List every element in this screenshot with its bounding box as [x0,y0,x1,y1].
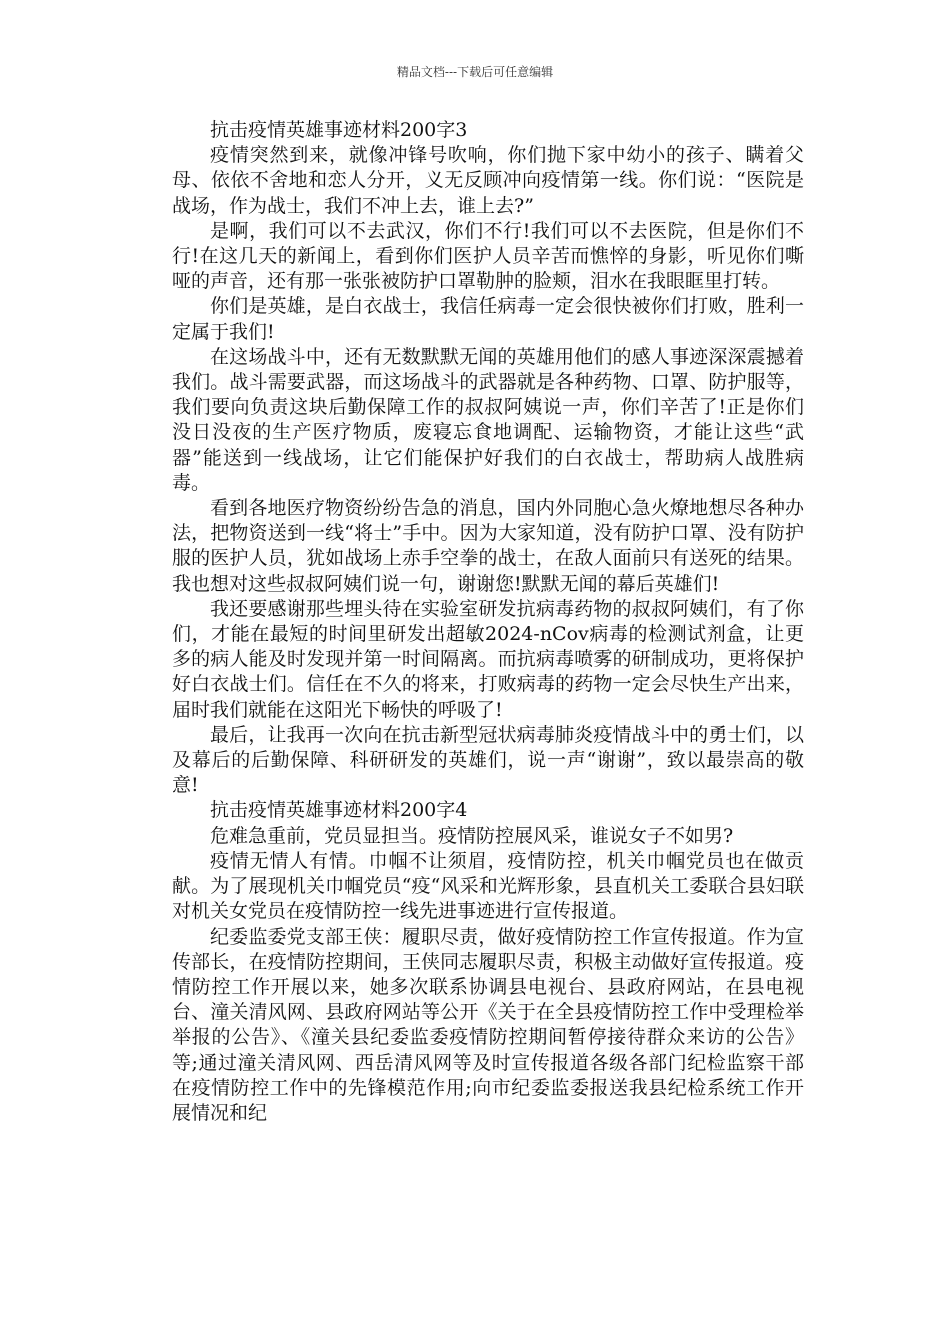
page-header: 精品文档---下载后可任意编辑 [396,65,554,79]
paragraph: 你们是英雄，是白衣战士，我信任病毒一定会很快被你们打败，胜利一定属于我们! [172,295,804,343]
paragraph: 看到各地医疗物资纷纷告急的消息，国内外同胞心急火燎地想尽各种办法，把物资送到一线“将士”手中。因为大家知道，没有防护口罩、没有防护服的医护人员，犹如战场上赤手空拳的战士，在敌人面前只有送死的结果。我也想对这些叔叔阿姨们说一句，谢谢您!默默无闻的幕后英雄们! [172,497,804,595]
paragraph: 是啊，我们可以不去武汉，你们不行!我们可以不去医院，但是你们不行!在这几天的新闻上，看到你们医护人员辛苦而憔悴的身影，听见你们嘶哑的声音，还有那一张张被防护口罩勒肿的脸颊，泪水在我眼眶里打转。 [172,219,804,293]
document-body [172,118,804,1126]
paragraph: 我还要感谢那些埋头待在实验室研发抗病毒药物的叔叔阿姨们，有了你们，才能在最短的时间里研发出超敏2024-nCov病毒的检测试剂盒，让更多的病人能及时发现并第一时间隔离。而抗病毒喷雾的研制成功，更将保护好白衣战士们。信任在不久的将来，打败病毒的药物一定会尽快生产出来，届时我们就能在这阳光下畅快的呼吸了! [172,597,804,721]
paragraph: 危难急重前，党员显担当。疫情防控展风采，谁说女子不如男? [210,824,734,847]
paragraph: 最后，让我再一次向在抗击新型冠状病毒肺炎疫情战斗中的勇士们，以及幕后的后勤保障、科研研发的英雄们，说一声“谢谢”，致以最崇高的敬意! [172,723,804,797]
paragraph: 纪委监委党支部王侠：履职尽责，做好疫情防控工作宣传报道。作为宣传部长，在疫情防控期间，王侠同志履职尽责，积极主动做好宣传报道。疫情防控工作开展以来，她多次联系协调县电视台、县政府网站，在县电视台、潼关清风网、县政府网站等公开《关于在全县疫情防控工作中受理检举举报的公告》、《潼关县纪委监委疫情防控期间暂停接待群众来访的公告》等;通过潼关清风网、西岳清风网等及时宣传报道各级各部门纪检监察干部在疫情防控工作中的先锋模范作用;向市纪委监委报送我县纪检系统工作开展情况和纪 [172,925,804,1124]
section-title-3: 抗击疫情英雄事迹材料200字3 [210,119,468,141]
paragraph: 疫情无情人有情。巾帼不让须眉，疫情防控，机关巾帼党员也在做贡献。为了展现机关巾帼党员“疫“风采和光辉形象，县直机关工委联合县妇联对机关女党员在疫情防控一线先进事迹进行宣传报道。 [172,849,804,923]
paragraph: 在这场战斗中，还有无数默默无闻的英雄用他们的感人事迹深深震撼着我们。战斗需要武器，而这场战斗的武器就是各种药物、口罩、防护服等，我们要向负责这块后勤保障工作的叔叔阿姨说一声，你们辛苦了!正是你们没日没夜的生产医疗物质，废寝忘食地调配、运输物资，才能让这些“武器”能送到一线战场，让它们能保护好我们的白衣战士，帮助病人战胜病毒。 [172,345,804,494]
section-title-4: 抗击疫情英雄事迹材料200字4 [210,799,468,822]
paragraph: 疫情突然到来，就像冲锋号吹响，你们抛下家中幼小的孩子、瞒着父母、依依不舍地和恋人分开，义无反顾冲向疫情第一线。你们说：“医院是战场，作为战士，我们不冲上去，谁上去?” [172,144,804,217]
